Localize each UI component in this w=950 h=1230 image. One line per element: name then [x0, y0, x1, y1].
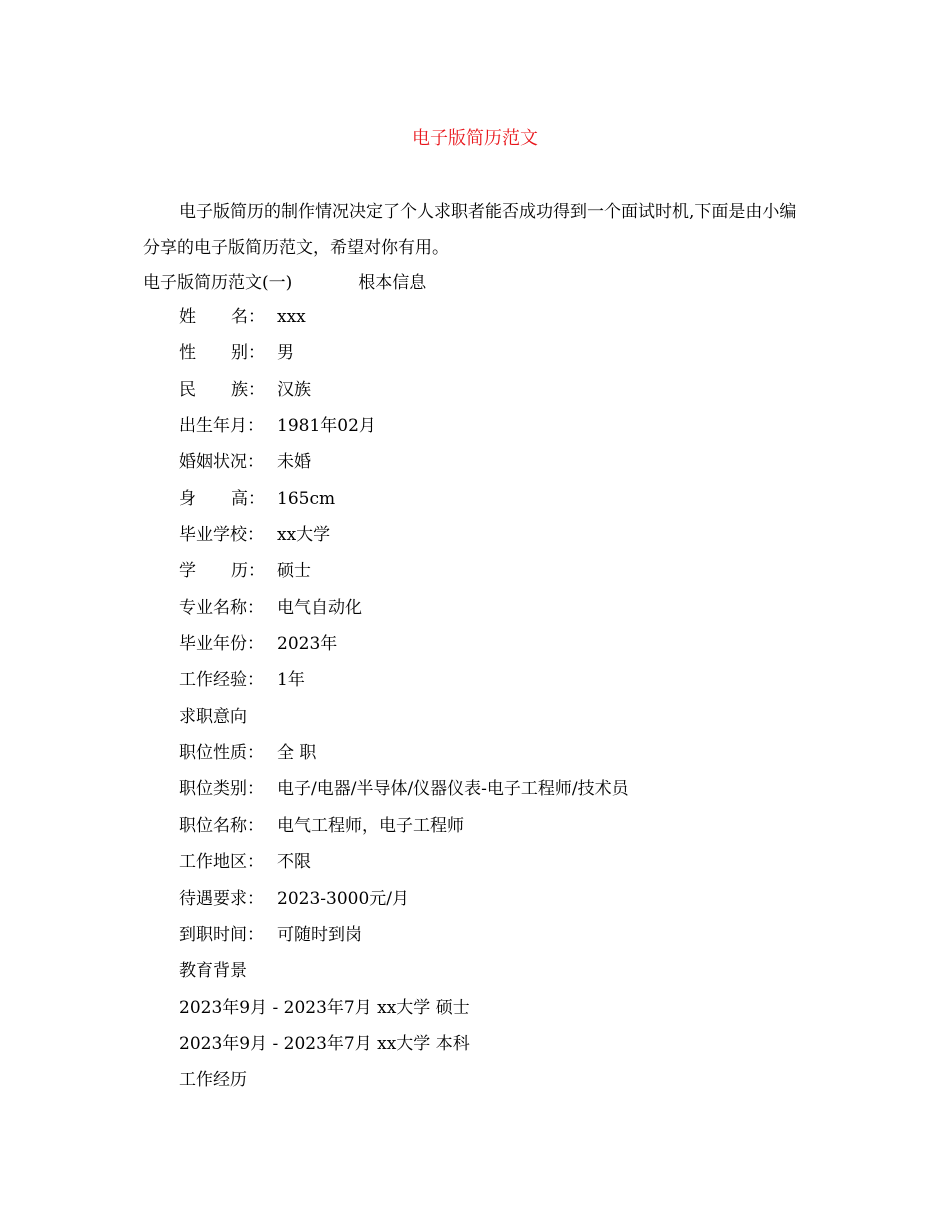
info-value: 165cm: [277, 488, 336, 509]
info-value: 2023-3000元/月: [277, 888, 409, 909]
section-heading-row: [143, 268, 426, 293]
info-label-part: 学: [179, 561, 196, 582]
info-label: 工作经验：: [179, 670, 264, 691]
info-value: 2023年: [277, 634, 338, 655]
job-row-category: [179, 776, 799, 812]
info-value: xxx: [277, 307, 306, 327]
info-value: 不限: [277, 852, 311, 873]
info-label-part: 历：: [231, 561, 265, 582]
info-value: 男: [277, 343, 294, 364]
info-label: 专业名称：: [179, 597, 264, 618]
info-label-part: 族：: [231, 379, 265, 400]
info-value: 电气自动化: [277, 597, 362, 618]
info-row-degree: [179, 558, 799, 594]
info-label: 婚姻状况：: [179, 452, 264, 473]
job-row-nature: [179, 740, 799, 776]
info-label-part: 姓: [179, 307, 196, 327]
education-entry: 2023年9月 - 2023年7月 xx大学 硕士: [179, 997, 470, 1018]
info-value: 电气工程师，电子工程师: [277, 815, 464, 836]
info-row-experience: [179, 667, 799, 703]
info-row-height: [179, 486, 799, 522]
info-label-part: 高：: [231, 488, 265, 509]
info-label: 待遇要求：: [179, 888, 264, 909]
info-label: 职位名称：: [179, 815, 264, 836]
info-row-gender: [179, 340, 799, 376]
info-value: 全 职: [277, 743, 317, 764]
info-label-part: 性: [179, 343, 196, 364]
intro-paragraph: 电子版简历的制作情况决定了个人求职者能否成功得到一个面试时机,下面是由小编分享的电子版简历范文，希望对你有用。: [143, 202, 797, 258]
work-history-heading: 工作经历: [179, 1070, 247, 1091]
education-heading: 教育背景: [179, 961, 247, 982]
education-entry: 2023年9月 - 2023年7月 xx大学 本科: [179, 1033, 470, 1054]
document-title: 电子版简历范文: [412, 128, 538, 149]
info-label-part: 民: [179, 379, 196, 400]
info-value: 1981年02月: [277, 416, 376, 437]
info-label: 毕业年份：: [179, 634, 264, 655]
info-row-ethnicity: [179, 377, 799, 413]
job-row-location: [179, 849, 799, 885]
info-label-part: 名：: [231, 307, 265, 327]
info-label-part: 别：: [231, 343, 265, 364]
info-label: 出生年月：: [179, 416, 264, 437]
job-row-title: [179, 813, 799, 849]
info-row-marital: [179, 449, 799, 485]
info-label: 到职时间：: [179, 924, 264, 945]
basic-info-heading: 根本信息: [358, 273, 427, 293]
info-value: 可随时到岗: [277, 924, 362, 945]
info-value: 汉族: [277, 379, 311, 400]
info-label: 工作地区：: [179, 852, 264, 873]
info-label-part: 身: [179, 488, 196, 509]
info-value: 电子/电器/半导体/仪器仪表-电子工程师/技术员: [277, 779, 629, 800]
info-value: 1年: [277, 670, 305, 691]
info-row-school: [179, 522, 799, 558]
job-intent-heading: 求职意向: [179, 706, 247, 727]
resume-sample-heading: 电子版简历范文(一): [143, 273, 293, 293]
job-row-salary: [179, 886, 799, 922]
info-value: 硕士: [277, 561, 311, 582]
info-label: 职位类别：: [179, 779, 264, 800]
info-label: 毕业学校：: [179, 525, 264, 546]
info-row-major: [179, 595, 799, 631]
info-value: 未婚: [277, 452, 311, 473]
info-row-birth: [179, 413, 799, 449]
info-value: xx大学: [277, 525, 331, 546]
job-row-start-time: [179, 922, 799, 958]
info-row-name: [179, 304, 799, 340]
resume-rows: [179, 304, 799, 1104]
info-label: 职位性质：: [179, 743, 264, 764]
info-row-grad-year: [179, 631, 799, 667]
